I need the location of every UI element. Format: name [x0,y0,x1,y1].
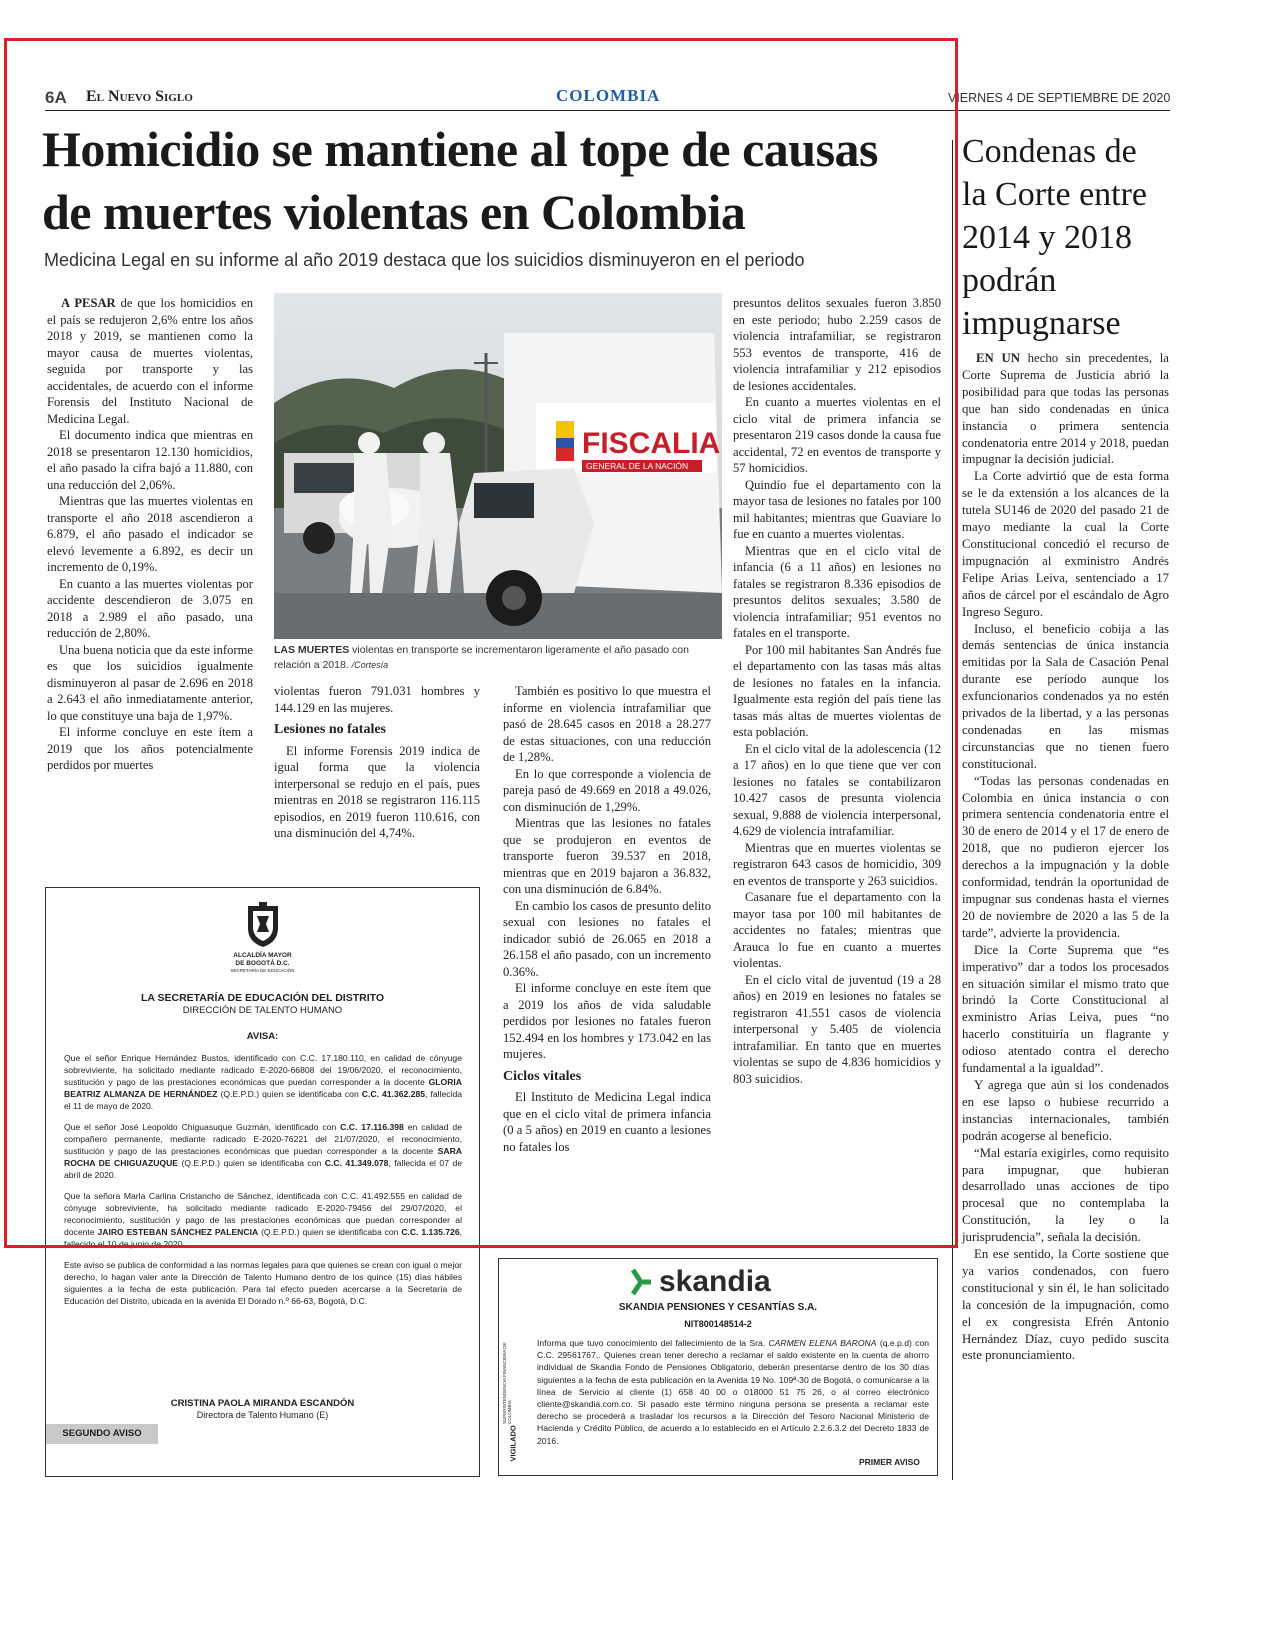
notice-avisa: AVISA: [246,1031,279,1042]
notice-paragraph-1: Que el señor Enrique Hernández Bustos, identificado con C.C. 17.180.110, en calidad de cónyuge sobreviviente, ha solicitado mediante radicado E-2020-66808 del 19/06/2020, el reconocimiento, sustitución y pago de las prestaciones económicas que puedan corresponder a la docente GLORIA BEATRIZ ALMANZA DE HERNÁNDEZ (Q.E.P.D.) quien se identificaba con C.C. 41.362.285, fallecida el 11 de mayo de 2020. [64,1053,463,1111]
skandia-company: SKANDIA PENSIONES Y CESANTÍAS S.A. [618,1302,818,1313]
primer-aviso-label: PRIMER AVISO [859,1457,920,1467]
superfinanciera-label: SUPERINTENDENCIA FINANCIERA DE COLOMBIA [502,1342,512,1424]
col1-paragraph-1: A PESAR de que los homicidios en el país se redujeron 2,6% entre los años 2018 y 2019, se mantienen como la mayor causa de muertes violentas, seguida por transporte y las accidentales, de acuerdo con el informe Forensis del Instituto Nacional de Medicina Legal. [47,296,253,426]
col4-paragraph-3: Quindío fue el departamento con la mayor tasa de lesiones no fatales por 100 mil habitantes; mientras que Guaviare lo fue en cuanto a muertes violentas. [733,477,941,541]
col3-paragraph-6: El Instituto de Medicina Legal indica que en el ciclo vital de primera infancia (0 a 5 años) en 2019 en cuanto a lesiones no fatales los [503,1090,711,1154]
side-paragraph-6: Y agrega que aún si los condenados en ese lapso o hubiese recurrido a instancias internacionales, también podrán acogerse al beneficio. [962,1077,1169,1143]
col4-paragraph-2: En cuanto a muertes violentas en el ciclo vital de primera infancia se presentaron 219 casos donde la causa fue accidental, 72 en eventos de transporte y 57 homicidios. [733,395,941,475]
notice-paragraph-3: Que la señora Marla Carlina Cristancho de Sánchez, identificada con C.C. 41.492.555 en calidad de cónyuge sobreviviente, ha solicitado mediante radicado E-2020-79456 del 29/07/2020, el reconocimiento, sustitución y pago de las prestaciones económicas que puedan corresponder al docente JAIRO ESTEBAN SÁNCHEZ PALENCIA (Q.E.P.D.) quien se identificaba con C.C. 1.135.726, fallecido el 10 de junio de 2020. [64,1191,462,1249]
page-number: 6A [45,88,67,107]
col3-paragraph-2: En lo que corresponde a violencia de pareja pasó de 49.669 en 2018 a 49.026, con disminución de 1,29%. [503,766,711,814]
col4-paragraph-4: Mientras que en el ciclo vital de infancia (6 a 11 años) en lesiones no fatales se registraron 8.336 episodios de presuntos delitos sexuales; 3.580 de violencia intrafamiliar; 951 eventos no fatales en el transporte. [733,543,941,640]
van-logo-text: FISCALIA [582,427,721,460]
van-logo-subtext: GENERAL DE LA NACIÓN [586,461,689,471]
main-headline-line1: Homicidio se mantiene al tope de causas [42,121,879,177]
col4-paragraph-8: Casanare fue el departamento con la mayor tasa por 100 mil habitantes de accidentes no fatales; mientras que Arauca lo fue en cuanto a muertes violentas. [733,890,941,970]
side-paragraph-5: Dice la Corte Suprema que “es imperativo” dar a todos los procesados en situación similar el mismo trato que brindó la Corte Constitucional al exministro Arias Leiva, pues “no hacerlo constituiría un flagrante y odioso atentado contra el derecho fundamental a la igualdad”. [962,942,1169,1076]
side-paragraph-7: “Mal estaría exigirles, como requisito para impugnar, que hubieran desarrollado unas acciones de tipo procesal que no contemplaba la Constitución, la ley o la jurisprudencia”, señala la decisión. [962,1145,1169,1245]
col4-paragraph-1: presuntos delitos sexuales fueron 3.850 en este periodo; hubo 2.259 casos de violencia intrafamiliar, se registraron 553 eventos de transporte, 416 de violencia intrafamiliar y 212 episodios de lesiones accidentales. [733,296,941,393]
side-article-body [962,350,1169,1364]
col2-paragraph-2: El informe Forensis 2019 indica de igual forma que la violencia interpersonal se redujo en el país, pues mientras en 2018 se registraron 116.115 episodios, en 2019 fueron 110.616, con una disminución del 4,74%. [274,743,480,840]
notice-title: LA SECRETARÍA DE EDUCACIÓN DEL DISTRITO [140,992,385,1004]
col3-subhead: Ciclos vitales [503,1068,582,1084]
side-paragraph-8: En ese sentido, la Corte sostiene que ya varios condenados, con fuero constitucional y sin él, le han solicitado la concesión de la impugnación, como el ex congresista Efrén Antonio Hernández Díaz, cuyo pedido suscita este pronunciamiento. [962,1247,1169,1363]
col3-paragraph-1: También es positivo lo que muestra el informe en violencia intrafamiliar que pasó de 28.645 casos en 2018 a 28.277 de estas situaciones, con una reducción de 1,28%. [503,684,711,764]
lead-in: A PESAR [61,296,116,310]
col4-paragraph-9: En el ciclo vital de juventud (19 a 28 años) en 2019 en lesiones no fatales se registraron 41.551 casos de violencia interpersonal y 5.405 de violencia intrafamiliar. En tanto que en muertes violentas se supo de 4.836 homicidios y 803 suicidios. [733,972,941,1086]
col3-paragraph-3: Mientras que las lesiones no fatales que se produjeron en eventos de transporte fueron 39.537 en 2018, mientras que en 2019 bajaron a 36.832, con una disminución de 6.84%. [503,816,711,896]
main-headline-line2: de muertes violentas en Colombia [42,184,746,240]
col3-paragraph-5: El informe concluye en este ítem que a 2019 los años de vida saludable perdidos por lesiones no fatales fueron 152.494 en los hombres y 173.042 en las mujeres. [503,981,711,1061]
skandia-notice [498,1258,938,1476]
side-headline: Condenas de la Corte entre 2014 y 2018 podrán impugnarse [962,133,1148,342]
col1-paragraph-4: En cuanto a las muertes violentas por accidente descendieron de 3.075 en 2018 a 2.989 el año pasado, una reducción de 2,80%. [47,576,253,640]
notice-signer-role: Directora de Talento Humano (E) [196,1410,329,1420]
col4-paragraph-5: Por 100 mil habitantes San Andrés fue el departamento con las tasas más altas de lesiones no fatales en la infancia. Igualmente esta región del país tiene las tasas más altas de muertes violentas de esta población. [733,642,941,739]
skandia-nit: NIT800148514-2 [684,1319,752,1329]
segundo-aviso-badge: SEGUNDO AVISO [46,1424,158,1444]
col3-paragraph-4: En cambio los casos de presunto delito sexual con lesiones no fatales el indicador subió de 26.065 en 2018 a 26.158 el año pasado, con un incremento 0.36%. [503,898,711,979]
notice-subtitle: DIRECCIÓN DE TALENTO HUMANO [182,1005,343,1016]
section-label: COLOMBIA [556,86,661,105]
vigilado-label: VIGILADO [508,1425,518,1462]
seal-line-1: ALCALDÍA MAYOR [233,952,292,959]
selection-box [4,38,958,1248]
notice-paragraph-2: Que el señor José Leopoldo Chiguasuque Guzmán, identificado con C.C. 17.116.398 en calidad de compañero permanente, mediante radicado E-2020-76221 del 21/07/2020, el reconocimiento, sustitución y pago de las prestaciones económicas que puedan corresponder a la docente SARA ROCHA DE CHIGUAZUQUE (Q.E.P.D.) quien se identificaba con C.C. 41.349.078, fallecida el 07 de abril de 2020. [64,1122,463,1180]
notice-signer: CRISTINA PAOLA MIRANDA ESCANDÓN [170,1398,355,1409]
col4-paragraph-6: En el ciclo vital de la adolescencia (12 a 17 años) en lo que tiene que ver con lesiones no fatales se contabilizaron 10.427 casos de presunta violencia sexual, 9.888 de violencia interpersonal, 4.629 de violencia intrafamiliar. [733,741,941,838]
seal-line-2: DE BOGOTÁ D.C. [235,960,290,967]
side-paragraph-4: “Todas las personas condenadas en Colombia en única instancia o con primera sentencia condenatoria entre el 30 de enero de 2014 y el 17 de enero de 2018, que no pudieron ejercer los derechos a la impugnación y la doble conformidad, tendrán la oportunidad de impugnar sus condenas hasta el viernes 20 de noviembre de 2020 a las 5 de la tarde”, advierte la providencia. [962,773,1169,940]
main-subtitle: Medicina Legal en su informe al año 2019 destaca que los suicidios disminuyeron en el periodo [44,250,805,270]
side-lead-in: EN UN [976,351,1020,365]
caption-text: violentas en transporte se incrementaron ligeramente el año pasado con relación a 2018. [274,644,689,671]
side-paragraph-1: EN UN hecho sin precedentes, la Corte Suprema de Justicia abrió la posibilidad para que todas las personas que han sido condenadas en única instancia o primera sentencia condenatoria entre 2014 y 2018, puedan impugnar la decisión judicial. [962,351,1169,467]
paper-name: El Nuevo Siglo [86,88,193,105]
col1-paragraph-5: Una buena noticia que da este informe es que los suicidios igualmente disminuyeron al pasar de 2.696 en 2018 a 2.643 el año inmediatamente anterior, lo que constituye una baja de 1,97%. [47,642,253,723]
col1-paragraph-2: El documento indica que mientras en 2018 se presentaron 12.130 homicidios, el año pasado la cifra bajó a 11.880, con una reducción del 2,06%. [47,428,253,492]
col2-subhead: Lesiones no fatales [274,722,386,737]
caption-lead: LAS MUERTES [274,644,350,656]
skandia-logo-text: skandia [659,1265,771,1298]
side-paragraph-3: Incluso, el beneficio cobija a las demás sentencias de única instancia emitidas por la Sala de Casación Penal durante ese período aunque los exfuncionarios condenados ya no estén privados de la libertad, y a las personas condenadas en las mismas circunstancias que no tienen fuero constitucional. [962,621,1169,771]
skandia-body: Informa que tuvo conocimiento del fallecimiento de la Sra. CARMEN ELENA BARONA (q.e.p.d) con C.C. 29561767,. Quienes crean tener derecho a reclamar el saldo existente en la cuenta de ahorro individual de Skandia Fondo de Pensiones Obligatorio, deberán presentarse dentro de los 30 días siguientes a la fecha de esta publicación en la Avenida 19 No. 109ª-30 de Bogotá, o comunicarse a la línea de Servicio al cliente (1) 658 40 00 o 018000 51 75 26, o al correo electrónico cliente@skandia.com.co. Si pasado este término ninguna persona se presenta a reclamar este derecho se procederá a trasladar los recursos a la Dirección del Tesoro Nacional Ministerio de Hacienda y Crédito Público, de acuerdo a lo establecido en el Artículo 2.2.6.3.2 del Decreto 1833 de 2016. [537,1338,930,1446]
caption-credit: /Cortesía [351,660,389,670]
notice-paragraph-4: Este aviso se publica de conformidad a las normas legales para que quienes se crean con igual o mejor derecho, lo hagan valer ante la Dirección de Talento Humano dentro de los quince (15) días hábiles siguientes a la fecha de esta publicación. Para tal efecto pueden acercarse a la Secretaría de Educación del Distrito, ubicada en la avenida El Dorado n.º 66-63, Bogotá, D.C. [64,1260,462,1306]
col4-paragraph-7: Mientras que en muertes violentas se registraron 643 casos de homicidio, 309 en eventos de transporte y 263 suicidios. [733,840,941,888]
col2-paragraph-1: violentas fueron 791.031 hombres y 144.129 en las mujeres. [274,684,480,715]
seal-line-3: SECRETARÍA DE EDUCACIÓN [230,968,295,973]
col1-paragraph-3: Mientras que las muertes violentas en transporte el año 2018 ascendieron a 6.879, el año pasado el indicador se elevó levemente a 6.892, es decir un incremento de 0,19%. [47,494,253,574]
side-paragraph-2: La Corte advirtió que de esta forma se le da extensión a los alcances de la tutela SU146 de 2020 del pasado 21 de mayo mediante la cual la Corte Constitucional concedió el recurso de impugnación al exministro Andrés Felipe Arias Leiva, sentenciado a 17 años de cárcel por el escándalo de Agro Ingreso Seguro. [962,469,1169,619]
issue-date: VIERNES 4 DE SEPTIEMBRE DE 2020 [948,91,1171,105]
skandia-mark-icon [627,1268,655,1296]
skandia-logo [627,1265,771,1299]
col1-paragraph-6: El informe concluye en este ítem a 2019 que los años potencialmente perdidos por muertes [47,725,253,772]
